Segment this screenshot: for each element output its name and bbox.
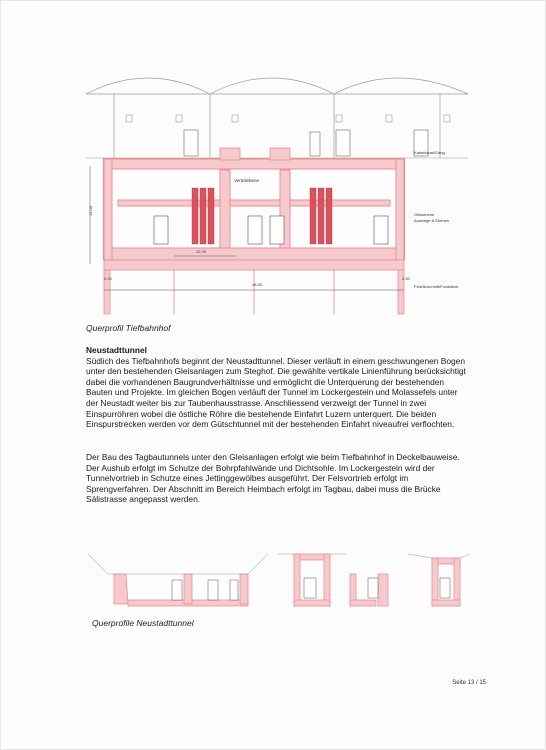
- profile-3-train: [368, 578, 378, 598]
- dimension-lines: [90, 166, 404, 290]
- profile-4-train: [440, 578, 450, 598]
- label-verteilebene: Verteilebene: [234, 178, 260, 183]
- label-gleisebene: Gleisebene: [414, 212, 435, 217]
- cross-section-figure: [84, 58, 470, 320]
- station-roof: [86, 78, 468, 158]
- ground-profiles: [88, 554, 470, 574]
- page-number: Seite 13 / 15: [452, 680, 486, 686]
- section-neustadttunnel: [86, 345, 470, 430]
- caption-tiefbahnhof: Querprofil Tiefbahnhof: [86, 323, 171, 333]
- station-box: [104, 159, 404, 260]
- profile-2-train: [304, 578, 316, 598]
- label-kabelkanal: Kabelkanal/Gang: [414, 150, 445, 155]
- foundation-piles: [104, 260, 404, 314]
- paragraph-2: Der Bau des Tagbautunnels unter den Gleisanlagen erfolgt wie beim Tiefbahnhof in Deckelbauweise. Der Aushub erfolgt im Schutze der Bohrpfahlwände und Dichtsohle. Im Lockergestein wird der Tunnelvortrieb in Schutze eines Jettinggewölbes ausgeführt. Der Felsvortrieb erfolgt im Sprengverfahren. Der Abschnitt im Bereich Heimbach erfolgt im Tagbau, dabei muss die Brücke Sälistrasse angepasst werden.: [86, 452, 460, 505]
- label-fundation: Fels/Abschnitt/Fundation: [414, 284, 459, 289]
- dim-left: 2.20: [104, 276, 112, 281]
- dim-right: 2.20: [402, 276, 410, 281]
- dim-total: 18.50: [252, 282, 263, 287]
- section-heading: Neustadttunnel: [86, 345, 147, 355]
- dim-height: 12.00: [88, 205, 93, 216]
- lower-trains: [154, 216, 388, 244]
- platform-signs: [126, 115, 450, 122]
- dim-width: 12.00: [196, 249, 207, 254]
- caption-neustadttunnel: Querprofile Neustadttunnel: [92, 618, 194, 628]
- label-auswege: Auswege & Ebenen: [414, 218, 450, 223]
- profile-1-trains: [172, 580, 238, 600]
- paragraph-1: Südlich des Tiefbahnhofs beginnt der Neustadttunnel. Dieser verläuft in einem geschwungenen Bogen unter den bestehenden Gleisanlagen zum Steghof. Die gewählte vertikale Linienführung berücksichtigt dabei die vorhandenen Baugrundverhältnisse und ermöglicht die Unterquerung der bestehenden Bauten und Projekte. Im gleichen Bogen verläuft der Tunnel im Lockergestein und Molassefels unter der Neustadt weiter bis zur Taubenhausstrasse. Anschliessend verzweigt der Tunnel in zwei Einspurröhren wobei die östliche Röhre die bestehende Einfahrt Luzern unterquert. Die beiden Einspurstrecken werden vor dem Gütschtunnel mit der bestehenden Einfahrt niveaufrei verflochten.: [86, 355, 466, 430]
- tunnel-profiles-figure: [88, 534, 470, 614]
